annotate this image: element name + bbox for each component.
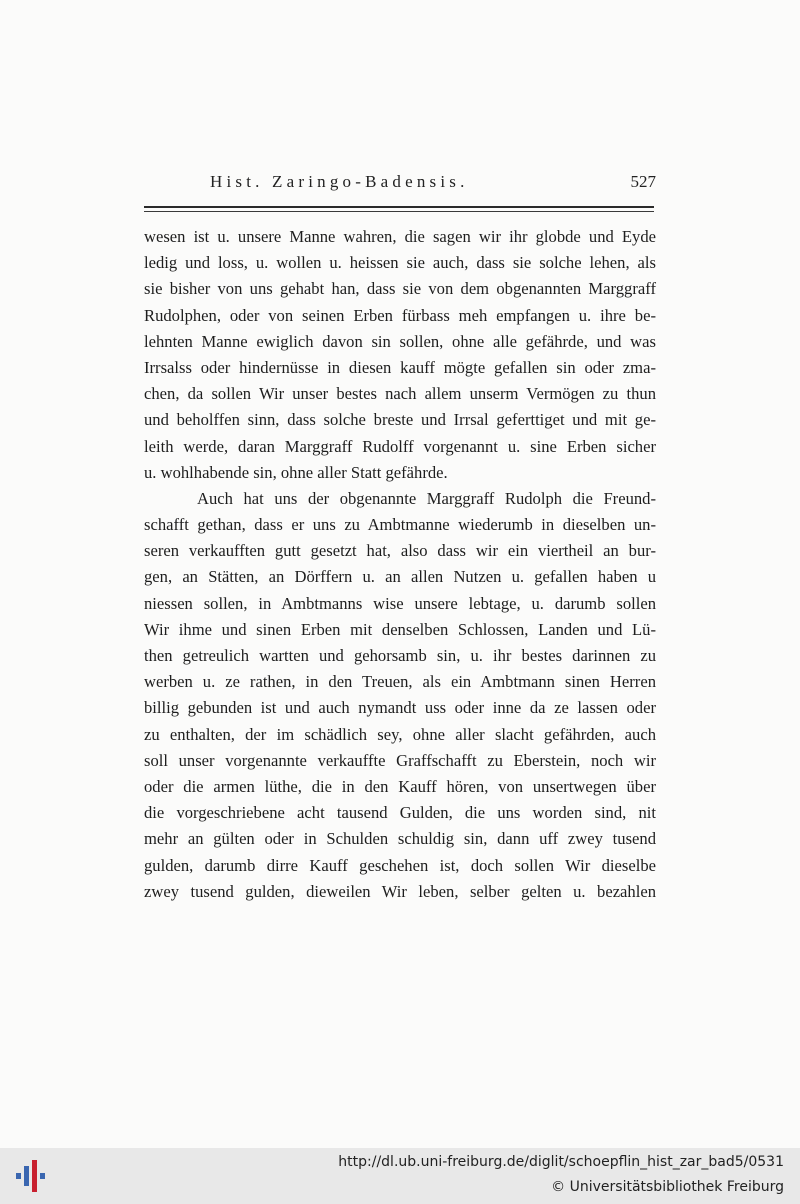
text-line: mehr an gülten oder in Schulden schuldig sin, dann uff zwey tusend: [144, 829, 656, 849]
text-line: billig gebunden ist und auch nymandt uss oder inne da ze lassen oder: [144, 698, 656, 718]
text-line: lehnten Manne ewiglich davon sin sollen, ohne alle gefährde, und was: [144, 331, 656, 351]
text-line: oder die armen lüthe, die in den Kauff hören, von unsertwegen über: [144, 776, 656, 796]
text-line: gulden, darumb dirre Kauff geschehen ist, doch sollen Wir dieselbe: [144, 855, 656, 875]
library-logo-icon: [12, 1156, 52, 1196]
body-text: [144, 224, 656, 905]
text-line: die vorgeschriebene acht tausend Gulden, die uns worden sind, nit: [144, 803, 656, 823]
text-line: sie bisher von uns gehabt han, dass sie von dem obgenannten Marggraff: [144, 279, 656, 299]
page-header: [210, 172, 656, 196]
text-line: chen, da sollen Wir unser bestes nach allem unserm Vermögen zu thun: [144, 384, 656, 404]
running-title: Hist. Zaringo-Badensis.: [210, 172, 469, 191]
text-line: wesen ist u. unsere Manne wahren, die sagen wir ihr globde und Eyde: [144, 227, 656, 246]
copyright-notice: © Universitätsbibliothek Freiburg: [551, 1179, 784, 1195]
text-line: ledig und loss, u. wollen u. heissen sie auch, dass sie solche lehen, als: [144, 253, 656, 273]
text-line: Irrsalss oder hindernüsse in diesen kauff mögte gefallen sin oder zma-: [144, 357, 656, 377]
text-line: zwey tusend gulden, dieweilen Wir leben, selber gelten u. bezahlen: [144, 881, 656, 901]
text-line: gen, an Stätten, an Dörffern u. an allen Nutzen u. gefallen haben u: [144, 567, 656, 587]
text-line-paragraph-start: Auch hat uns der obgenannte Marggraff Rudolph die Freund-: [197, 488, 656, 508]
header-rule-thin: [144, 211, 654, 212]
text-line: leith werde, daran Marggraff Rudolff vorgenannt u. sine Erben sicher: [144, 436, 656, 456]
text-line: und beholffen sinn, dass solche breste und Irrsal geferttiget und mit ge-: [144, 410, 656, 430]
text-line: seren verkaufften gutt gesetzt hat, also dass wir ein viertheil an bur-: [144, 541, 656, 561]
text-line: then getreulich wartten und gehorsamb sin, u. ihr bestes darinnen zu: [144, 646, 656, 665]
page-number: 527: [630, 172, 656, 191]
text-line: Wir ihme und sinen Erben mit denselben Schlossen, Landen und Lü-: [144, 619, 656, 639]
text-line: zu enthalten, der im schädlich sey, ohne aller slacht gefährden, auch: [144, 724, 656, 744]
text-line: u. wohlhabende sin, ohne aller Statt gefährde.: [144, 462, 448, 482]
text-line: schafft gethan, dass er uns zu Ambtmanne wiederumb in dieselben un-: [144, 515, 656, 535]
text-line: Rudolphen, oder von seinen Erben fürbass meh empfangen u. ihre be-: [144, 305, 656, 325]
document-url-link[interactable]: http://dl.ub.uni-freiburg.de/diglit/schoepflin_hist_zar_bad5/0531: [338, 1154, 784, 1170]
text-line: werben u. ze rathen, in den Treuen, als ein Ambtmann sinen Herren: [144, 672, 656, 692]
text-line: soll unser vorgenannte verkauffte Graffschafft zu Eberstein, noch wir: [144, 750, 656, 770]
viewer-footer: [0, 1148, 800, 1204]
text-line: niessen sollen, in Ambtmanns wise unsere lebtage, u. darumb sollen: [144, 593, 656, 613]
header-rule-thick: [144, 206, 654, 208]
